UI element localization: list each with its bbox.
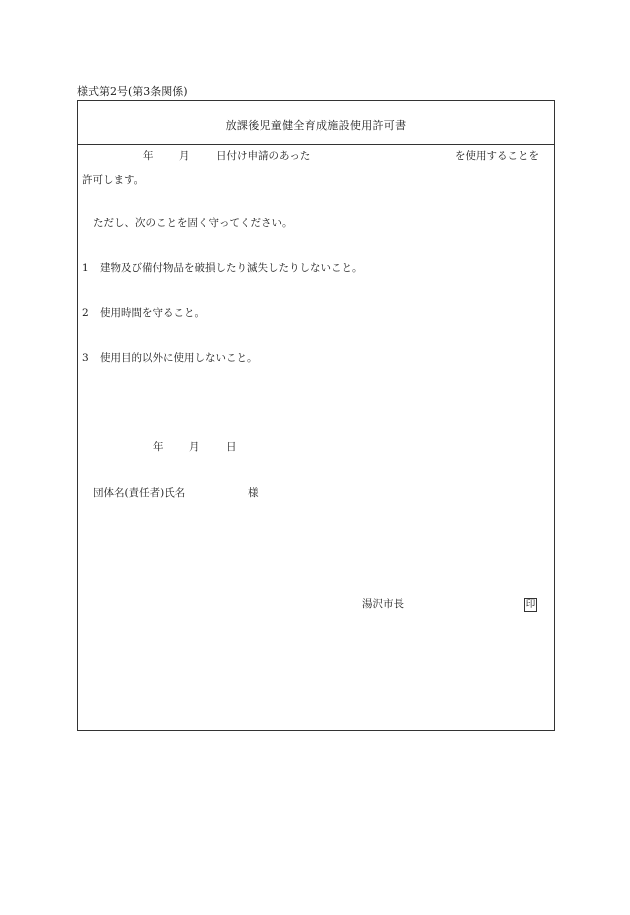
condition-number: 2 xyxy=(82,307,89,319)
title-row xyxy=(78,101,554,145)
issue-year: 年 xyxy=(153,441,164,453)
condition-number: 3 xyxy=(82,352,89,364)
condition-text: 使用時間を守ること。 xyxy=(100,307,205,319)
application-year: 年 xyxy=(143,150,154,162)
issue-month: 月 xyxy=(189,441,200,453)
application-reference: 日付け申請のあった xyxy=(216,150,311,162)
conditions-intro: ただし、次のことを固く守ってください。 xyxy=(93,217,293,229)
issuer-title: 湯沢市長 xyxy=(362,598,404,610)
recipient-honorific: 様 xyxy=(248,487,259,499)
condition-number: 1 xyxy=(82,262,89,274)
issue-day: 日 xyxy=(226,441,237,453)
recipient-label: 団体名(責任者)氏名 xyxy=(93,487,186,499)
permit-document-frame xyxy=(77,100,555,731)
application-month: 月 xyxy=(179,150,190,162)
condition-text: 建物及び備付物品を破損したり滅失したりしないこと。 xyxy=(100,262,363,274)
document-title: 放課後児童健全育成施設使用許可書 xyxy=(225,119,407,132)
condition-text: 使用目的以外に使用しないこと。 xyxy=(100,352,258,364)
permission-statement: 許可します。 xyxy=(82,174,145,186)
form-number: 様式第2号(第3条関係) xyxy=(77,85,188,98)
seal-mark: 印 xyxy=(525,599,536,610)
usage-statement: を使用することを xyxy=(455,150,539,162)
